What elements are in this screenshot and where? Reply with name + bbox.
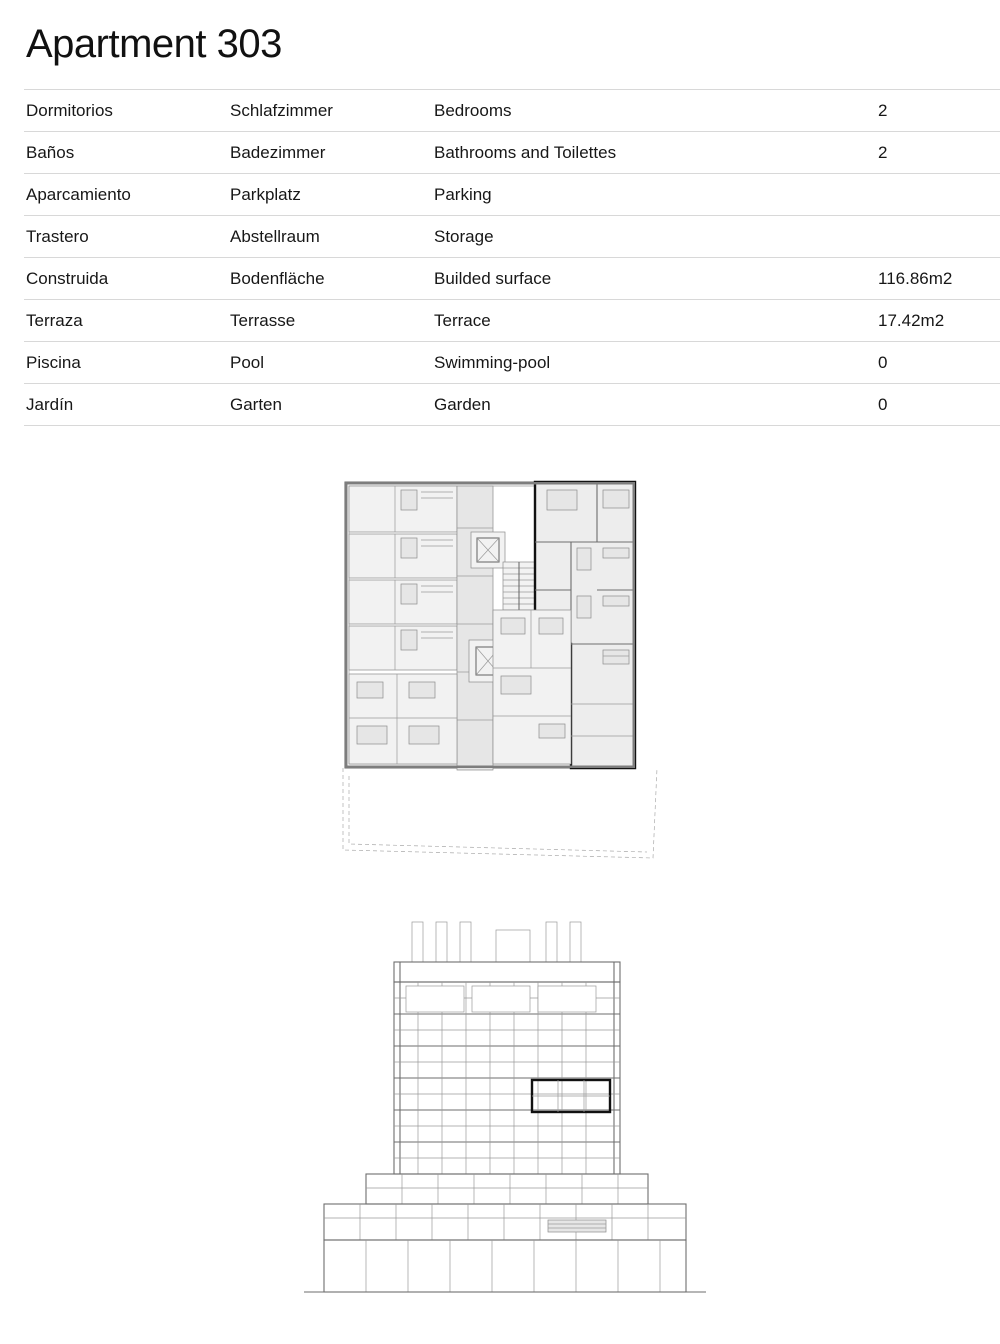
table-row <box>24 258 1000 300</box>
specifications-table <box>24 89 1000 426</box>
table-row <box>24 342 1000 384</box>
cell-value: 2 <box>876 90 1000 132</box>
cell-english: Terrace <box>432 300 876 342</box>
cell-english: Storage <box>432 216 876 258</box>
drawings-area <box>24 468 986 1336</box>
cell-value: 0 <box>876 342 1000 384</box>
cell-english: Bathrooms and Toilettes <box>432 132 876 174</box>
tower-body <box>394 962 620 1174</box>
table-row <box>24 132 1000 174</box>
cell-english: Bedrooms <box>432 90 876 132</box>
cell-spanish: Trastero <box>24 216 228 258</box>
cell-spanish: Baños <box>24 132 228 174</box>
cell-german: Abstellraum <box>228 216 432 258</box>
lower-left-unit <box>349 674 457 764</box>
table-row <box>24 174 1000 216</box>
unit-303-elevation-highlight <box>532 1080 610 1112</box>
podium <box>366 1174 648 1204</box>
roof-elements <box>394 922 620 962</box>
elevation-container <box>24 906 986 1336</box>
cell-spanish: Aparcamiento <box>24 174 228 216</box>
table-row <box>24 216 1000 258</box>
cell-german: Garten <box>228 384 432 426</box>
cell-english: Builded surface <box>432 258 876 300</box>
cell-value: 0 <box>876 384 1000 426</box>
cell-german: Schlafzimmer <box>228 90 432 132</box>
cell-german: Badezimmer <box>228 132 432 174</box>
cell-value: 116.86m2 <box>876 258 1000 300</box>
circulation-core <box>457 486 493 770</box>
cell-english: Parking <box>432 174 876 216</box>
cell-value <box>876 216 1000 258</box>
site-outline <box>343 768 657 858</box>
building-elevation-drawing <box>290 906 720 1326</box>
cell-german: Parkplatz <box>228 174 432 216</box>
cell-spanish: Piscina <box>24 342 228 384</box>
table-row <box>24 90 1000 132</box>
cell-value <box>876 174 1000 216</box>
cell-english: Garden <box>432 384 876 426</box>
cell-value: 17.42m2 <box>876 300 1000 342</box>
stair-core-upper <box>503 562 535 610</box>
table-row <box>24 384 1000 426</box>
cell-spanish: Dormitorios <box>24 90 228 132</box>
cell-german: Pool <box>228 342 432 384</box>
floor-plan-container <box>24 468 986 888</box>
center-lower-unit <box>493 610 571 764</box>
cell-german: Terrasse <box>228 300 432 342</box>
cell-german: Bodenfläche <box>228 258 432 300</box>
cell-english: Swimming-pool <box>432 342 876 384</box>
page-title: Apartment 303 <box>26 22 282 66</box>
cell-spanish: Jardín <box>24 384 228 426</box>
cell-spanish: Construida <box>24 258 228 300</box>
table-row <box>24 300 1000 342</box>
document-page <box>0 22 1000 1344</box>
floor-plan-drawing <box>335 468 675 868</box>
cell-spanish: Terraza <box>24 300 228 342</box>
ground-floor <box>304 1204 706 1292</box>
upper-left-units <box>349 486 457 670</box>
elevator-core-upper <box>471 532 505 568</box>
cell-value: 2 <box>876 132 1000 174</box>
